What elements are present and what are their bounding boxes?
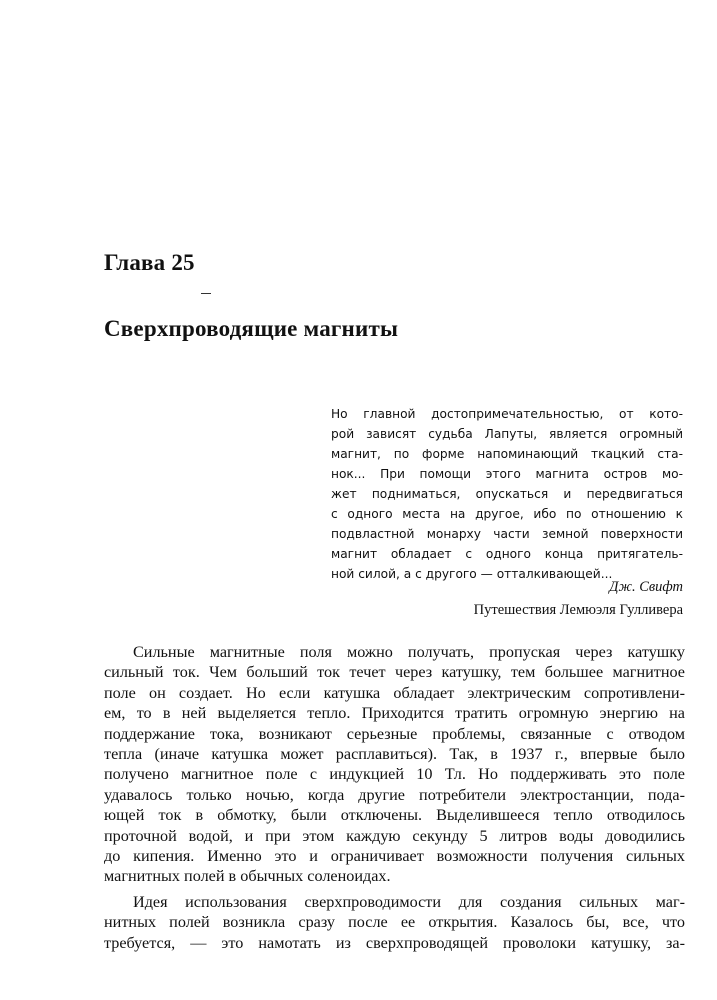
body-line: до кипения. Именно это и ограничивает возможности получения сильных — [104, 847, 685, 866]
body-line: сильный ток. Чем больший ток течет через катушку, тем большее магнитное — [104, 663, 685, 682]
body-line: тепла (иначе катушка может расплавиться). Так, в 1937 г., впервые было — [104, 745, 685, 764]
epigraph-line: рой зависят судьба Лапуты, является огромный — [331, 427, 683, 441]
epigraph-line: с одного места на другое, ибо по отношению к — [331, 507, 683, 521]
chapter-number: Глава 25 — [104, 250, 195, 275]
body-line: проточной водой, и при этом каждую секунду 5 литров воды доводились — [104, 826, 685, 845]
epigraph-author: Дж. Свифт — [609, 579, 683, 595]
epigraph-line: магнит обладает с одного конца притягатель- — [331, 547, 683, 561]
body-line: Идея использования сверхпроводимости для создания сильных маг- — [133, 892, 685, 911]
body-line: требуется, — это намотать из сверхпроводящей проволоки катушку, за- — [104, 933, 685, 952]
body-line: получено магнитное поле с индукцией 10 Тл. Но поддерживать это поле — [104, 765, 685, 784]
body-line: нитных полей возникла сразу после ее открытия. Казалось бы, все, что — [104, 913, 685, 932]
body-line: ющей ток в обмотку, были отключены. Выделившееся тепло отводилось — [104, 806, 685, 825]
epigraph-line: Но главной достопримечательностью, от кото- — [331, 407, 683, 421]
chapter-title: Сверхпроводящие магниты — [104, 316, 399, 341]
body-line: ем, то в ней выделяется тепло. Приходится тратить огромную энергию на — [104, 704, 685, 723]
body-line: Сильные магнитные поля можно получать, пропуская через катушку — [133, 643, 685, 661]
body-line: магнитных полей в обычных соленоидах. — [104, 867, 391, 886]
body-line: удавалось только ночью, когда другие потребители электростанции, пода- — [104, 785, 685, 804]
epigraph-line: нок... При помощи этого магнита остров мо- — [331, 467, 683, 481]
epigraph-line: магнит, по форме напоминающий ткацкий ста- — [331, 447, 683, 461]
epigraph-line: ной силой, а с другого — отталкивающей... — [331, 567, 613, 581]
epigraph-line: подвластной монарху части земной поверхности — [331, 527, 683, 541]
epigraph-source: Путешествия Лемюэля Гулливера — [473, 602, 683, 618]
epigraph — [331, 404, 683, 584]
dash-mark — [201, 293, 211, 294]
body-line: поддержание тока, возникают серьезные проблемы, связанные с отводом — [104, 724, 685, 743]
body-line: поле он создает. Но если катушка обладает электрическим сопротивлени- — [104, 683, 685, 702]
body-text — [104, 642, 685, 953]
epigraph-line: жет подниматься, опускаться и передвигаться — [331, 487, 683, 501]
